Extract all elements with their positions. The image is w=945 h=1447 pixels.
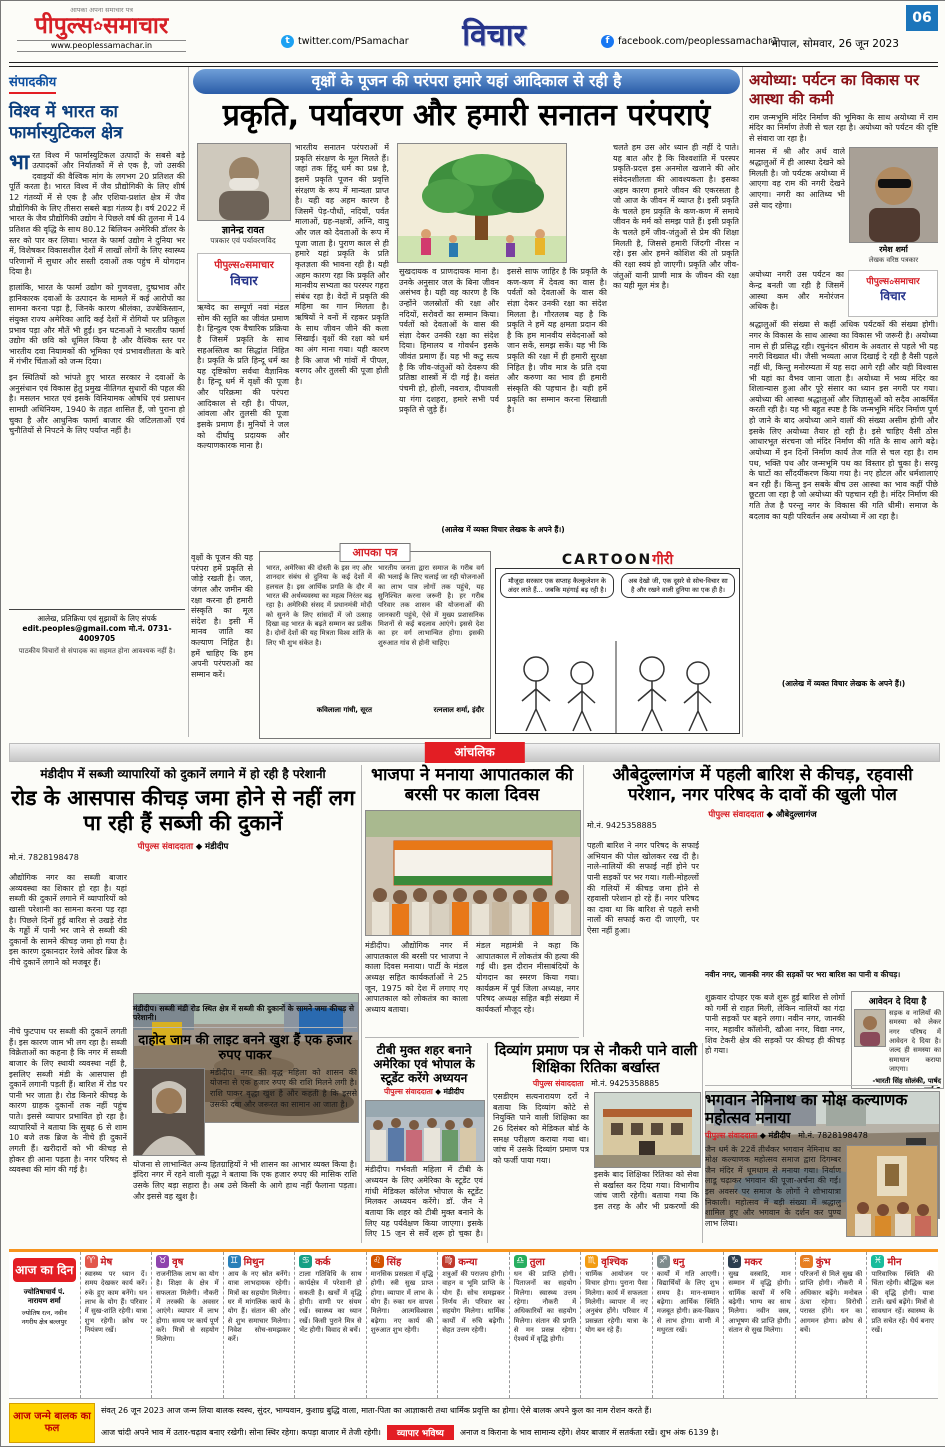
main-article-col-1b: वृक्षों के पूजन की यह परंपरा हमें प्रकृति से जोड़े रखती है। जल, जंगल और जमीन की रक्षा करना ही हमारी संस्कृति का मूल संदेश है। इसी में मानव जाति का कल्याण निहित है। हमें चाहिए कि हम अपनी परंपराओं का सम्मान करें।: [191, 553, 253, 679]
zodiac-icon: ♐: [657, 1255, 670, 1268]
separator-icon: ◆: [435, 1087, 442, 1097]
school-building-photo: [594, 1092, 701, 1168]
section-rule: [705, 1085, 938, 1086]
ayodhya-paragraph-4: श्रद्धालुओं की संख्या से कहीं अधिक पर्यटकों की संख्या होगी। नगर के विकास के साथ आस्था का विकास भी जरूरी है। अयोध्या नाम से ही प्रसिद्ध रही। रघुनंदन श्रीराम के अवतार से पहले भी यह नगरी विख्यात थी। जैसी भव्यता आज दिखाई दे रही है वैसी पहले नहीं थी, किन्तु मनोरम्यता में यह सदा आगे रही और यही विश्वास भी यहां का वैभव जाना जाता है। अयोध्या में भव्य मंदिर का शिलान्यास हुआ और पूरे संसार का ध्यान इस नगरी पर गया। अयोध्या की आस्था श्रद्धालुओं और जिज्ञासुओं को सदैव आकर्षित करती रही है। यह भी बहुत स्पष्ट है कि जन्मभूमि मंदिर निर्माण पूर्ण हो जाने के बाद अयोध्या आने वालों की संख्या असीम होगी और इसके लिए अयोध्या तैयार हो रही है। इसे चाहिए वैसी ठोस आधारभूत संरचना जो मंदिर निर्माण की गति के साथ आगे बढ़े। अयोध्या में इन दिनों निर्माण कार्य तेज गति से चल रहा है। राम पथ, भक्ति पथ और जन्मभूमि पथ का विस्तार हो चुका है। सरयू के घाटों का सौंदर्यीकरण किया गया है। नए होटल और धर्मशालाएं बन रही हैं। किन्तु इन सबके बीच उस आस्था का भाव कहीं पीछे छूटता जा रहा है जो अयोध्या की पहचान रही है। मंदिर निर्माण की गति तेज है परन्तु नगर के विकास की गति धीमी। समाज के बदलाव का यही परिवर्तन अब अयोध्या में आ रहा है।: [749, 320, 938, 521]
ayodhya-closing-note: (आलेख में व्यक्त विचार लेखक के अपने हैं।): [781, 679, 906, 689]
ayodhya-author-role: लेखक वरिष्ठ पत्रकार: [868, 256, 919, 265]
section-rule: [365, 1037, 579, 1038]
logo-word-1: पीपुल्स: [34, 13, 93, 39]
column-divider: [188, 67, 189, 737]
astrologer-name: ज्योतिषाचार्य पं. नारायण शर्मा: [23, 1288, 65, 1306]
sabzi-body-2: नीचे फुटपाथ पर सब्जी की दुकानें लगती हैं। इस कारण जाम भी लग रहा है। सब्जी विक्रेताओं का कहना है कि नगर में सब्जी बाजार के लिए स्थायी व्यवस्था नहीं है, इसलिए सब्जी मंडी के आसपास ही दुकानें लगानी पड़ती हैं। बारिश में रोड पर पानी भर जाता है। रोड किनारे कीचड़ के कारण ग्राहक दुकानों तक नहीं पहुंच पाते। इससे व्यापार प्रभावित हो रहा है। व्यापारियों ने बताया कि सुबह 6 से शाम 10 बजे तक ब्रिज के नीचे ही दुकानें लगती हैं। खरीदारों को भी कीचड़ से होकर ही आना पड़ता है। नगर परिषद से व्यवस्था की मांग की गई है।: [9, 1027, 127, 1175]
cartoon-section: [495, 549, 740, 737]
zodiac-name: कन्या: [458, 1257, 478, 1268]
sabzi-headline: रोड के आसपास कीचड़ जमा होने से नहीं लग पा रही हैं सब्जी की दुकानें: [11, 786, 355, 835]
cartoon-label-en: CARTOON: [561, 552, 653, 568]
letter-item: [378, 564, 484, 715]
letters-label: आपका पत्र: [340, 543, 411, 562]
obaid-headline: औबेदुल्लागंज में पहली बारिश से कीचड़, रहवासी परेशान, नगर परिषद के दावों की खुली पोल: [612, 765, 913, 806]
ayodhya-paragraph-1: राम जन्मभूमि मंदिर निर्माण की भूमिका के साथ अयोध्या में राम मंदिर का निर्माण तेजी से चल रहा है। अयोध्या को पर्यटन की दृष्टि से संवारा जा रहा है।: [749, 112, 938, 143]
zodiac-prediction: कार्यों में गति आएगी। विद्यार्थियों के लिए शुभ समय है। मान-सम्मान बढ़ेगा। आर्थिक स्थिति मजबूत होगी। क्रय-विक्रय से लाभ होगा। वाणी में मधुरता रखें।: [656, 1270, 720, 1334]
zodiac-icon: ♊: [228, 1255, 241, 1268]
tb-body: मंडीदीप। गर्भवती महिला में टीबी के अध्ययन के लिए अमेरिका के स्टूडेंट एवं गांधी मेडिकल कॉलेज भोपाल के स्टूडेंट मिलकर अध्ययन करेंगे। डॉ. जैन ने बताया कि शहर को टीबी मुक्त बनाने के लिए यह पर्यवेक्षण किया जाएगा। इसके लिए 15 जून से सर्वे शुरू हो चुका है।: [365, 1165, 483, 1238]
zodiac-name: वृश्चिक: [601, 1257, 628, 1268]
masthead-rule: [9, 62, 938, 67]
zodiac-prediction: मानसिक प्रसन्नता में वृद्धि होगी। स्त्री सुख प्राप्त होगा। व्यापार में लाभ के योग हैं। रुका धन वापस मिलेगा। आत्मविश्वास बढ़ेगा। नए कार्य की शुरुआत शुभ रहेगी।: [370, 1270, 434, 1334]
ayodhya-brand-row: [749, 270, 938, 317]
zodiac-prediction: परिजनों से मिले सुख की प्राप्ति होगी। नौकरी में अधिकार बढ़ेंगे। मनोबल ऊंचा रहेगा। विरोधी परास्त होंगे। धन का आगमन होगा। क्रोध से बचें।: [799, 1270, 863, 1334]
disability-phone: मो.नं. 9425358885: [591, 1079, 660, 1089]
letters-body: [260, 552, 490, 719]
main-article-col-2: भारतीय सनातन परंपराओं में प्रकृति संरक्षण के मूल मिलते हैं। जहां तक हिंदू धर्म का प्रश्न है, इसमें प्रकृति पूजन की प्रवृत्ति संरक्षण के रूप में मान्यता प्राप्त है। यही वह अहम कारण है जिसमें पेड़-पौधों, नदियों, पर्वत मालाओं, ग्रह-नक्षत्रों, अग्नि, वायु और जल को देवताओं के रूप में पूजा जाता है। पुराण काल से ही हमारे यहां प्रकृति के प्रति कृतज्ञता की भावना रही है। यही अहम कारण रहा कि प्रकृति और मानवीय सभ्यता का परस्पर गहरा संबंध रहा है। वेदों में प्रकृति की महिमा का गान मिलता है। ऋषियों ने वनों में रहकर प्रकृति के साथ जीवन जीने की कला सिखाई। वृक्षों की रक्षा को धर्म का अंग माना गया। यही कारण है कि आज भी गांवों में पीपल, बरगद और तुलसी की पूजा होती है।: [295, 143, 389, 386]
separator-icon: ◆: [759, 1130, 766, 1140]
horoscope-sign-meen: [867, 1252, 938, 1398]
logo-flower-icon: ✿: [93, 19, 104, 34]
disability-photo-block: [594, 1092, 699, 1210]
main-article-col-4: इससे साफ जाहिर है कि प्रकृति के कण-कण में देवत्व का वास है। पर्वतों को देवताओं के वास की संज्ञा देकर उनकी रक्षा का संदेश मिलता है। गौरतलब यह है कि प्रकृति ने हमें यह क्षमता प्रदान की है कि हम मानवीय संवेदनाओं को जान सकें, समझ सकें। यह भी कि प्रकृति की रक्षा में ही हमारी सुरक्षा निहित है। जीव मात्र के प्रति दया और करुणा का भाव ही हमारी संस्कृति की पहचान है। यही हमें प्रकृति का सम्मान करना सिखाती है।: [507, 267, 607, 415]
twitter-row: [281, 35, 409, 48]
banner-headline: वृक्षों के पूजन की परंपरा हमारे यहां आदिकाल से रही है: [193, 69, 740, 94]
zodiac-name: मीन: [887, 1257, 902, 1268]
zodiac-prediction: आय के नए स्रोत बनेंगे। यात्रा लाभदायक रहेगी। मित्रों का सहयोग मिलेगा। घर में मांगलिक कार्य के योग हैं। संतान की ओर से शुभ समाचार मिलेगा। निवेश सोच-समझकर करें।: [227, 1270, 291, 1344]
cartoon-panel: [495, 568, 740, 734]
disability-row: [493, 1092, 699, 1210]
jain-event-photo: [846, 1145, 938, 1237]
tb-byline: पीपुल्स संवाददाता ◆ मंडीदीप: [383, 1087, 465, 1097]
zodiac-name: मेष: [100, 1257, 113, 1268]
disability-byline: पीपुल्स संवाददाता मो.नं. 9425358885: [532, 1079, 660, 1089]
zodiac-name: मिथुन: [243, 1257, 265, 1268]
main-article-headline: प्रकृति, पर्यावरण और हमारी सनातन परंपराएं: [222, 98, 711, 133]
zodiac-prediction: धार्मिक आयोजन पर विचार होगा। पुराना पैसा मिलेगा। कार्य में सफलता मिलेगी। व्यापार में नए अनुबंध होंगे। परिवार में प्रसन्नता रहेगी। यात्रा के योग बन रहे हैं।: [585, 1270, 648, 1334]
dahod-body-1: मंडीदीप। नगर की वृद्ध महिला को शासन की योजना से एक हजार रुपए की राशि मिलने लगी है। राशि पाकर वृद्धा खुश है और कहती है कि इससे उसकी दवा और जरूरत का सामान आ जाता है।: [210, 1067, 357, 1109]
dateline: भोपाल, सोमवार, 26 जून 2023: [770, 38, 899, 50]
regional-divider-bar: [9, 743, 940, 762]
quote-box-title: आवेदन दे दिया है: [868, 997, 927, 1007]
horoscope-sign-mithun: [224, 1252, 296, 1398]
logo-block: [9, 5, 194, 52]
jain-body: जैन धर्म के 22वें तीर्थंकर भगवान नेमिनाथ का मोक्ष कल्याणक महोत्सव समाज द्वारा दिगम्बर जैन मंदिर में धूमधाम से मनाया गया। निर्वाण लाडू चढ़ाकर भगवान की पूजा-अर्चना की गई। इस अवसर पर समाज के लोगों ने शोभायात्रा निकाली। महोत्सव में बड़ी संख्या में श्रद्धालु शामिल हुए और भगवान के दर्शन कर पुण्य लाभ लिया।: [705, 1144, 841, 1228]
brand-flower-icon: ✿: [239, 262, 246, 270]
main-article-col-5: चलते हम उस ओर ध्यान ही नहीं दे पाते। यह बात और है कि विश्वशांति में परस्पर प्रकृति-प्रदत्त इस अनमोल खजाने की ओर संवेदनशीलता की आवश्यकता है। इसका अहम कारण हमारे जीवन की एकरसता है जो आज के जीवन में व्याप्त है। इसी प्रकृति के चलते हम प्रकृति के कण-कण में समाये जीवन के मर्म को समझ पाते हैं। इसी प्रकृति के चलते हमें जीव-जंतुओं से प्रेम की शिक्षा मिलती है, जिससे हमारी जिंदगी नीरस न रहे। इस ओर हमने कोशिश की तो प्रकृति की रक्षा स्वयं हो जाएगी। प्रकृति और जीव-जंतुओं यानी प्राणी मात्र के जीवन की रक्षा का यही मूल मंत्र है।: [613, 143, 739, 291]
ayodhya-paragraph-2: मानस में श्री और अर्थ वाले श्रद्धालुओं में ही आस्था देखने को मिलती है। जो पर्यटक अयोध्या में आएगा वह राम की नगरी देखने आएगा। नगरी का आतिथ्य भी उसे याद रहेगा।: [749, 147, 845, 210]
zodiac-icon: ♎: [514, 1255, 527, 1268]
separator-icon: ◆: [766, 810, 774, 821]
masthead: [9, 5, 938, 61]
trade-forecast-right: अनाज व किराना के भाव सामान्य रहेंगे। शेयर बाजार में सतर्कता रखें। शुभ अंक 6139 है।: [459, 1428, 719, 1437]
article-obaid-header: [587, 765, 938, 831]
twitter-handle: twitter.com/PSamachar: [298, 36, 409, 47]
zodiac-icon: ♈: [85, 1255, 98, 1268]
logo-word-2: समाचार: [103, 13, 169, 39]
sabzi-byline: पीपुल्स संवाददाता ◆ मंडीदीप: [137, 841, 229, 852]
editorial-headline: विश्व में भारत का फार्मास्युटिकल क्षेत्र: [9, 102, 123, 144]
letters-box: [259, 546, 491, 739]
column-divider: [487, 1043, 488, 1243]
zodiac-icon: ♏: [585, 1255, 598, 1268]
logo-tagline: आपका अपना समाचार पत्र: [70, 6, 133, 14]
editorial-paragraph-3: इन स्थितियों को भांपते हुए भारत सरकार ने दवाओं के अनुसंधान एवं विकास हेतु प्रमुख नीतिगत सुधारों की पहल की है। मसलन भारत एवं इसके विनियामक ओषधि एवं प्रसाधन सामग्री अधिनियम, 1940 के तहत शासित हैं, जो पुराना हो चुका है और आधुनिक फार्मा बाजार की जटिलताओं एवं चुनौतियों से निपटने के लिए पर्याप्त नहीं है।: [9, 373, 185, 436]
main-article-col-3: सुखदायक व प्राणदायक माना है। उनके अनुसार जल के बिना जीवन असंभव है। यही वह कारण है कि उन्होंने जलस्रोतों की रक्षा और नदियों, सरोवरों का सम्मान किया। पर्वतों को देवताओं के वास की संज्ञा देकर उनकी रक्षा का संदेश दिया। हिमालय व गोवर्धन इसके जीवंत प्रमाण हैं। यह भी कटु सत्य है कि जीव-जंतुओं को देवरूप की प्रतिष्ठा शास्त्रों में दी गई है। वसंत पंचमी हो, होली, नवरात्र, दीपावली या गंगा दशहरा, हमारे सभी पर्व प्रकृति से जुड़े हैं।: [399, 267, 499, 415]
zodiac-name: कर्क: [315, 1257, 331, 1268]
twitter-icon: t: [281, 35, 294, 48]
editorial-contact: [9, 609, 185, 643]
obaid-body-1: पहली बारिश ने नगर परिषद के सफाई अभियान की पोल खोलकर रख दी है। नाले-नालियों की सफाई नहीं होने पर पानी सड़कों पर भर गया। गली-मोहल्लों की गलियों में कीचड़ जमा होने से रहवासी परेशान हो रहे हैं। नगर परिषद का दावा था कि बारिश से पहले सभी नालों की सफाई करा दी जाएगी, पर ऐसा नहीं हुआ।: [587, 841, 699, 935]
ramesh-sharma-photo: [849, 147, 938, 243]
zodiac-icon: ♑: [728, 1255, 741, 1268]
birth-result-label: आज जन्मे बालक का फल: [9, 1403, 95, 1443]
horoscope-sign-vrish: [152, 1252, 224, 1398]
cartoon-label-hi: गीरी: [652, 552, 674, 568]
brand-section: विचार: [880, 289, 906, 304]
trade-forecast-left: आज चांदी अपने भाव में उतार-चढ़ाव बनाए रखेगी। सोना स्थिर रहेगा। कपड़ा बाजार में तेजी रहेगी।: [101, 1428, 381, 1437]
cartoon-figures: [496, 641, 736, 733]
disability-headline: दिव्यांग प्रमाण पत्र से नौकरी पाने वाली शिक्षिका रितिका बर्खास्त: [494, 1043, 698, 1077]
editorial-dropcap: भा: [9, 150, 30, 174]
editorial-body: [9, 151, 185, 603]
dahod-row: [133, 1068, 357, 1156]
author-photo: [197, 143, 291, 221]
cartoon-speech-bubble-1: मौजूदा सरकार एक सप्ताह कैल्कुलेशन के अंदर लाते हैं... जबकि महंगाई बढ़ रही है।: [500, 573, 614, 598]
editorial-paragraph-1: रत विश्व में फार्मास्युटिकल उत्पादों के सबसे बड़े उत्पादकों और निर्यातकों में से एक है, जो उसकी दवाइयों की वैश्विक मांग के लगभग 20 प्रतिशत की पूर्ति करता है। भारत विश्व में जैव प्रौद्योगिकी के लिए शीर्ष 12 गंतव्यों में से एक है और एशिया-प्रशांत क्षेत्र में जैव प्रौद्योगिकी के लिए तीसरा सबसे बड़ा गंतव्य है। वर्ष 2022 में भारत के जैव प्रौद्योगिकी उद्योग ने पिछले वर्ष की तुलना में 14 प्रतिशत की वृद्धि के साथ 80.12 बिलियन अमेरिकी डॉलर के स्तर को पार कर लिया। भारत के फार्मा उद्योग ने दुनिया भर में, विशेषकर विकासशील देशों में लाखों लोगों के लिए स्वास्थ्य परिणामों में सुधार और सस्ती दवाओं तक पहुंच में योगदान दिया है।: [9, 150, 185, 277]
zodiac-icon: ♌: [371, 1255, 384, 1268]
brand-logo: पीपुल्स✿समाचार: [866, 277, 920, 288]
horoscope-title-cell: [9, 1252, 81, 1398]
quote-box-signature: -भारती सिंह सोलंकी, पार्षद: [872, 1077, 941, 1086]
zodiac-name: सिंह: [386, 1257, 402, 1268]
zodiac-icon: ♍: [442, 1255, 455, 1268]
bottom-strip: [9, 1401, 938, 1443]
sabzi-phone: मो.नं. 7828198478: [9, 852, 79, 862]
brand-box-main: [197, 253, 291, 302]
cartoon-label: [495, 549, 740, 568]
zodiac-prediction: स्वास्थ्य पर ध्यान दें। समय देखकर कार्य करें। रुके हुए काम बनेंगे। धन लाभ के योग हैं। परिवार में सुख-शांति रहेगी। यात्रा शुभ रहेगी। क्रोध पर नियंत्रण रखें।: [84, 1270, 148, 1334]
tb-headline: टीबी मुक्त शहर बनाने अमेरिका एवं भोपाल के स्टूडेंट करेंगे अध्ययन: [373, 1043, 475, 1086]
horoscope-sign-singh: [367, 1252, 439, 1398]
bjp-event-photo: [365, 810, 581, 936]
regional-label: आंचलिक: [424, 742, 524, 763]
zodiac-icon: ♒: [800, 1255, 813, 1268]
ayodhya-author-name: रमेश शर्मा: [879, 245, 908, 255]
disability-body-2: इसके बाद शिक्षिका रितिका को सेवा से बर्खास्त कर दिया गया। विभागीय जांच जारी रहेगी। बताया गया कि इस तरह के और भी प्रकरणों की: [594, 1170, 699, 1211]
letter-item: [266, 564, 372, 715]
editorial-column: [9, 71, 185, 737]
article-jain: [705, 1091, 938, 1237]
zodiac-icon: ♋: [299, 1255, 312, 1268]
zodiac-name: कुंभ: [815, 1257, 831, 1268]
zodiac-name: मकर: [744, 1257, 763, 1268]
cartoon-speech-bubble-2: अब देखो जी, एक दूसरे से सोच-विचार सा है और रखने वाली दुनिया का एक ही है।: [621, 573, 735, 598]
editorial-note: पाठकीय विचारों से संपादक का सहमत होना आवश्यक नहीं है।: [18, 646, 176, 655]
obaid-photo-caption: नवीन नगर, जानकी नगर की सड़कों पर भरा बारिश का पानी व कीचड़।: [705, 970, 901, 979]
brand-box-ayodhya: [848, 270, 938, 317]
bjp-body: [365, 941, 579, 1033]
column-divider: [583, 765, 584, 1037]
jain-row: [705, 1145, 938, 1237]
horoscope-sign-kark: [295, 1252, 367, 1398]
parshad-photo: [854, 1009, 886, 1047]
ayodhya-article: [749, 71, 938, 735]
sabzi-kicker: मंडीदीप में सब्जी व्यापारियों को दुकानें लगाने में हो रही है परेशानी: [40, 767, 326, 781]
zodiac-prediction: धन की प्राप्ति होगी। पिताजनों का सहयोग मिलेगा। स्वास्थ्य उत्तम रहेगा। नौकरी में अधिकारियों का सहयोग मिलेगा। संतान की प्रगति से मन प्रसन्न रहेगा। ऐश्वर्य में वृद्धि होगी।: [513, 1270, 577, 1344]
jain-byline: पीपुल्स संवाददाता ◆ मंडीदीप मो.नं. 7828198478: [705, 1130, 868, 1140]
ayodhya-headline: अयोध्या: पर्यटन का विकास पर आस्था की कमी: [749, 71, 920, 108]
separator-icon: ◆: [195, 841, 203, 852]
birth-result-text: संवत् 26 जून 2023 आज जन्म लिया बालक स्वस्थ, सुंदर, भाग्यवान, कुशाग्र बुद्धि वाला, माता-पिता का आज्ञाकारी तथा धार्मिक प्रवृत्ति का होगा। ऐसे बालक अपने कुल का नाम रोशन करते हैं।: [101, 1406, 652, 1415]
trade-forecast-row: [101, 1425, 938, 1440]
horoscope-sign-vrishchik: [581, 1252, 653, 1398]
main-article-col-1: ऋग्वेद का सम्पूर्ण नवां मंडल सोम की स्तुति का जीवंत प्रमाण है। हिन्दुत्व एक वैचारिक प्रक्रिया है जिसमें प्रकृति के साथ सहअस्तित्व का सिद्धांत निहित है। प्रकृति के प्रति हिन्दू धर्म का यह दृष्टिकोण सर्वथा वैज्ञानिक है। हिन्दू धर्म में वृक्षों की पूजा और परिक्रमा की परंपरा आदिकाल से रही है। पीपल, आंवला और तुलसी की पूजा इसके प्रमाण हैं। मुनियों ने जल को दीर्घायु प्रदायक और कल्याणकारक माना है।: [197, 303, 289, 451]
zodiac-prediction: पारिवारिक स्थिति की चिंता रहेगी। बौद्धिक बल की वृद्धि होगी। यात्रा टालें। खर्च बढ़ेंगे। मित्रों से सावधान रहें। स्वास्थ्य के प्रति सचेत रहें। धैर्य बनाए रखें।: [871, 1270, 934, 1334]
disability-body-1: एसडीएम सत्यनारायण दर्रो ने बताया कि दिव्यांग कोटे से नियुक्ति पाने वाली शिक्षिका का 26 दिसंबर को मेडिकल बोर्ड के समक्ष परीक्षण कराया गया था। जांच में उसके दिव्यांग प्रमाण पत्र को फर्जी पाया गया।: [493, 1092, 589, 1165]
author-name: ज्ञानेन्द्र रावत: [221, 225, 265, 236]
horoscope-label: आज का दिन: [13, 1258, 76, 1282]
facebook-icon: f: [601, 35, 614, 48]
zodiac-name: वृष: [172, 1257, 184, 1268]
horoscope-sign-kanya: [438, 1252, 510, 1398]
letter-text-1: भारत, अमेरिका की दोस्ती के इस नए और शानदार संबंध से दुनिया के कई देशों में हलचल है। इस आर्थिक प्रगति के दौर में भारत की अर्थव्यवस्था का महत्व निरंतर बढ़ रहा है। अमेरिकी संसद में प्रधानमंत्री मोदी को सुनने के लिए सांसदों में जो उत्साह दिखा वह भारत के बढ़ते सम्मान का प्रतीक है। दोनों देशों की यह मित्रता विश्व शांति के लिए भी शुभ संकेत है।: [266, 564, 372, 647]
bjp-body-col-2: मंडल महामंत्री ने कहा कि आपातकाल में लोकतंत्र की हत्या की गई थी। इस दौरान मीसाबंदियों के योगदान का स्मरण किया गया। कार्यक्रम में पूर्व जिला अध्यक्ष, नगर परिषद अध्यक्ष सहित बड़ी संख्या में कार्यकर्ता मौजूद रहे।: [476, 941, 579, 1014]
page-section-title: विचार: [462, 18, 526, 53]
website-url: www.peoplessamachar.in: [17, 40, 186, 52]
quote-box-row: [854, 1009, 941, 1074]
article-tb: [365, 1043, 483, 1237]
column-divider: [702, 1043, 703, 1243]
zodiac-prediction: राजनीतिक लाभ का योग है। शिक्षा के क्षेत्र में सफलता मिलेगी। नौकरी में तरक्की के अवसर आएंगे। व्यापार में लाभ होगा। समय पर कार्य पूर्ण करें। मित्रों से सहयोग मिलेगा।: [156, 1270, 219, 1344]
brand-section: विचार: [230, 274, 258, 289]
letter-signature-2: रत्नलाल शर्मा, इंदौर: [433, 706, 484, 714]
main-article-closing-note: (आलेख में व्यक्त विचार लेखक के अपने हैं।): [441, 525, 565, 534]
contact-label: आलेख, प्रतिक्रिया एवं सुझावों के लिए संपर्क: [37, 613, 157, 623]
horoscope-strip: [9, 1249, 938, 1399]
old-woman-photo: [133, 1068, 205, 1156]
section-rule: [133, 1027, 357, 1028]
article-sabzi-header: [9, 765, 357, 863]
article-bjp: [365, 765, 579, 1033]
zodiac-name: धनु: [672, 1257, 685, 1268]
obaid-body-2: शुक्रवार दोपहर एक बजे शुरू हुई बारिश से लोगों को गर्मी से राहत मिली, लेकिन नालियों का गंदा पानी सड़कों पर बहने लगा। नवीन नगर, जानकी नगर, महावीर कॉलोनी, खौआ नगर, विद्या नगर, शिव टेकरी क्षेत्र की सड़कों पर कीचड़ ही कीचड़ हो गया।: [705, 993, 845, 1056]
bjp-body-col-1: मंडीदीप। औद्योगिक नगर में आपातकाल की बरसी पर भाजपा ने काला दिवस मनाया। पार्टी के मंडल अध्यक्ष सहित कार्यकर्ताओं ने 25 जून, 1975 को देश में लगाए गए आपातकाल को लोकतंत्र का काला अध्याय बताया।: [365, 941, 468, 1014]
editorial-label: संपादकीय: [9, 72, 56, 94]
ayodhya-paragraph-3: अयोध्या नगरी उस पर्यटन का केन्द्र बनती जा रही है जिसमें आस्था कम और मनोरंजन अधिक है।: [749, 270, 844, 312]
newspaper-logo: [9, 14, 194, 38]
column-divider: [361, 765, 362, 1243]
obaid-byline: पीपुल्स संवाददाता ◆ औबेदुल्लागंज: [708, 810, 817, 821]
dahod-headline: दाहोद जाम की लाइट बनने खुश हैं एक हजार रुपए पाकर: [138, 1033, 352, 1064]
horoscope-sign-makar: [724, 1252, 796, 1398]
facebook-handle: facebook.com/peoplessamachar1: [618, 36, 778, 47]
letter-signature-1: कविलाला गांधी, सूरत: [316, 706, 372, 714]
zodiac-icon: ♓: [871, 1255, 884, 1268]
zodiac-prediction: टाला गतिविधि के साथ कार्यक्षेत्र में परेशानी हो सकती है। खर्चों में वृद्धि होगी। वाणी पर संयम रखें। स्वास्थ्य का ध्यान रखें। किसी पुराने मित्र से भेंट होगी। विवाद से बचें।: [299, 1270, 362, 1334]
quote-box-text: सड़क व नालियों की समस्या को लेकर नगर परिषद में आवेदन दे दिया है। जल्द ही समस्या का समाधान कराया जाएगा।: [889, 1009, 941, 1073]
ayodhya-photo-block: [849, 147, 938, 267]
author-role: पत्रकार एवं पर्याव​रणविद: [210, 236, 276, 245]
sabzi-body-1: औद्योगिक नगर का सब्जी बाजार अव्यवस्था का शिकार हो रहा है। यहां सब्जी की दुकानें लगाने में व्यापारियों को खासी परेशानी का सामना करना पड़ रहा है। पिछले दिनों हुई बारिश से उखड़े रोड के गड्ढों में पानी भर जाने से सब्जी की दुकानों के सामने कीचड़ जमा हो गया है। इस कारण दुकानदार रेलवे ओवर ब्रिज के नीचे दुकानें लगाने को मजबूर हैं।: [9, 873, 127, 967]
brand-logo: पीपुल्स✿समाचार: [214, 260, 274, 271]
contact-email: edit.peoples@gmail.com मो.नं. 0731-4009705: [22, 623, 172, 643]
zodiac-icon: ♉: [156, 1255, 169, 1268]
ayodhya-photo-row: [749, 147, 938, 267]
letter-text-2: भारतीय जनता द्वारा समाज के गरीब वर्ग की भलाई के लिए चलाई जा रही योजनाओं का लाभ पात्र लोगों तक पहुंचे, यह सुनिश्चित करना जरूरी है। हर गरीब परिवार तक शासन की योजनाओं की जानकारी पहुंचे, ऐसे में मुख्य प्रशासनिक मिशनों से कई बदलाव आएंगे। इससे देश का हर वर्ग लाभान्वित होगा। इसकी शुरुआत गांव से होनी चाहिए।: [378, 564, 484, 647]
tb-group-photo: [365, 1100, 485, 1162]
brand-flower-icon: ✿: [889, 279, 895, 287]
zodiac-prediction: शत्रुओं की पराजय होगी। वाहन व भूमि प्राप्ति के योग हैं। सोच समझकर निर्णय लें। परिवार का सहयोग मिलेगा। धार्मिक कार्यों में रुचि बढ़ेगी। सेहत उत्तम रहेगी।: [442, 1270, 505, 1334]
horoscope-sign-mesh: [81, 1252, 153, 1398]
zodiac-prediction: सुख वस्त्रादि, मान सम्मान में वृद्धि होगी। धार्मिक कार्यों में रुचि बढ़ेगी। भाग्य का साथ मिलेगा। नवीन वस्त्र, आभूषण की प्राप्ति होगी। संतान से सुख मिलेगा।: [728, 1270, 791, 1334]
astrologer-title: ज्योतिष रत्न, नवीन नगरीय क्षेत्र बल्लपुर: [21, 1309, 67, 1327]
trade-forecast-label: व्यापार भविष्य: [387, 1425, 454, 1440]
editorial-paragraph-2: हालांकि, भारत के फार्मा उद्योग को गुणवत्ता, दुष्प्रभाव और हानिकारक दवाओं के उत्पादन के मामले में कई आरोपों का सामना करना पड़ा है, जिनके कारण श्रीलंका, उज्बेकिस्तान, संयुक्त राज्य अमेरिका आदि कई देशों में रोगियों पर प्रतिकूल प्रभाव पड़ा और मौतें भी हुईं। इन घटनाओं ने भारतीय फार्मा उद्योग की छवि को धूमिल किया है और वैश्विक स्तर पर भारतीय दवा नियामकों की भूमिका एवं प्रभावशीलता के बारे में गंभीर चिंताओं को जन्म दिया।: [9, 283, 185, 367]
jain-headline: भगवान नेमिनाथ का मोक्ष कल्याणक महोत्सव मनाया: [705, 1091, 908, 1128]
bjp-headline: भाजपा ने मनाया आपातकाल की बरसी पर काला दिवस: [371, 765, 573, 806]
zodiac-name: तुला: [529, 1257, 545, 1268]
obaid-quote-box: [851, 991, 944, 1089]
article-dahod: [133, 1033, 357, 1242]
dahod-body-2: योजना से लाभान्वित अन्य हितग्राहियों ने भी शासन का आभार व्यक्त किया है। इंदिरा नगर में रहने वाली वृद्धा ने बताया कि एक हजार रुपए की मासिक राशि उसके लिए बड़ा सहारा है। अब उसे किसी के आगे हाथ नहीं फैलाना पड़ता। और इससे वह खुश है।: [133, 1159, 357, 1201]
obaid-phone: मो.नं. 9425358885: [587, 821, 657, 831]
column-divider: [742, 67, 743, 737]
horoscope-sign-tula: [510, 1252, 582, 1398]
sabzi-photo-caption: मंडीदीप। सब्जी मंडी रोड स्थित क्षेत्र में सब्जी की दुकानों के सामने जमा कीचड़ से परेशानी।: [133, 1004, 354, 1023]
horoscope-sign-dhanu: [653, 1252, 725, 1398]
jain-phone: मो.नं. 7828198478: [798, 1130, 868, 1140]
article-disability: [493, 1043, 699, 1210]
author-block: [197, 143, 289, 246]
page-number: 06: [906, 5, 938, 31]
horoscope-sign-kumbh: [796, 1252, 868, 1398]
tree-illustration: [397, 143, 567, 263]
